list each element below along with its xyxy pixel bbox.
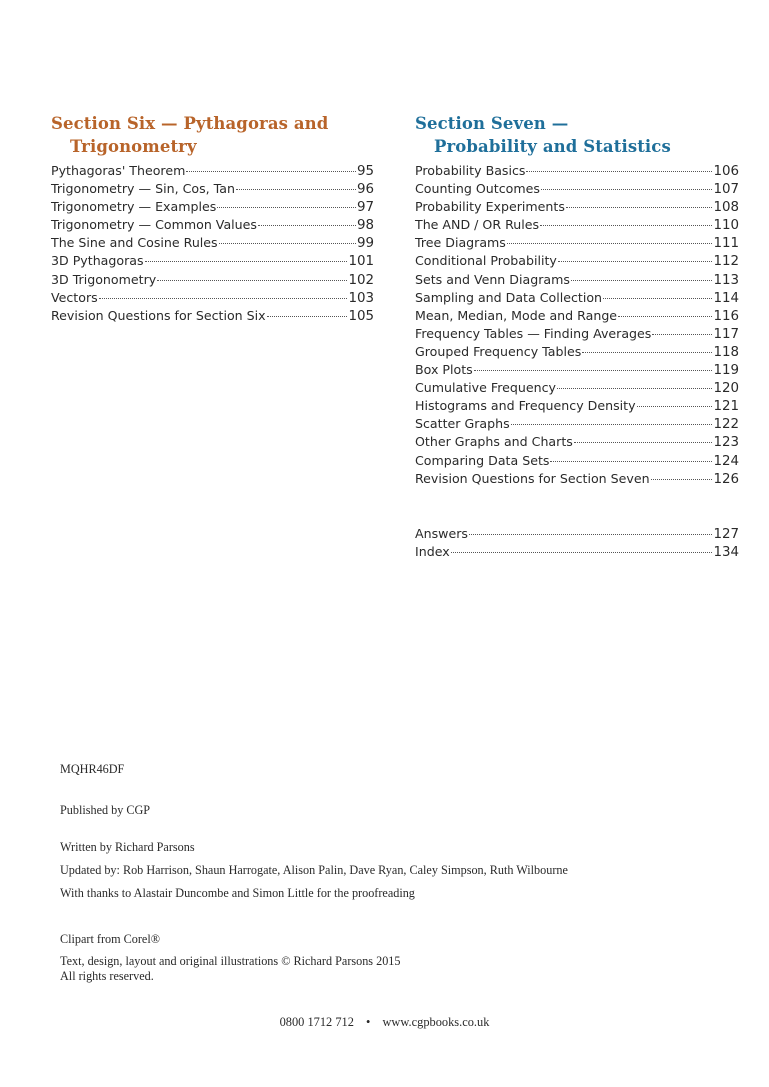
toc-entry-title: Pythagoras' Theorem <box>51 163 186 178</box>
copyright-line: Text, design, layout and original illustrations © Richard Parsons 2015 <box>60 954 401 968</box>
toc-page-number: 127 <box>713 526 739 542</box>
toc-page-number: 122 <box>713 417 739 433</box>
toc-entry[interactable] <box>415 397 739 415</box>
clipart-line: Clipart from Corel® <box>60 932 160 946</box>
toc-entry[interactable] <box>415 325 739 343</box>
toc-dot-leader <box>566 207 713 208</box>
toc-entry[interactable] <box>51 198 374 216</box>
toc-entry-title: Index <box>415 543 450 559</box>
section-seven-heading-line1: Section Seven — <box>415 114 569 133</box>
toc-entry[interactable] <box>415 252 739 270</box>
toc-entry[interactable] <box>415 307 739 325</box>
toc-page-number: 121 <box>713 399 739 415</box>
toc-entry[interactable] <box>415 470 739 488</box>
toc-page-number: 113 <box>713 272 739 288</box>
toc-page-number: 134 <box>713 544 739 560</box>
toc-entry-title: Cumulative Frequency <box>415 380 556 396</box>
toc-dot-leader <box>651 479 713 480</box>
toc-dot-leader <box>541 189 713 190</box>
toc-entry-title: Trigonometry — Common Values <box>51 217 257 233</box>
rights-line: All rights reserved. <box>60 969 154 983</box>
toc-page-number: 107 <box>713 182 739 198</box>
updated-by-line: Updated by: Rob Harrison, Shaun Harrogate, Alison Palin, Dave Ryan, Caley Simpson, Ruth Wilbourne <box>60 863 568 877</box>
toc-entry[interactable] <box>415 543 739 561</box>
toc-dot-leader <box>507 243 713 244</box>
toc-entry[interactable] <box>51 289 374 307</box>
section-six-heading-line1: Section Six — Pythagoras and <box>51 114 329 133</box>
footer-separator: • <box>366 1015 371 1029</box>
toc-entry-title: Revision Questions for Section Seven <box>415 470 650 486</box>
toc-entry-title: Histograms and Frequency Density <box>415 398 636 414</box>
toc-entry[interactable] <box>415 180 739 198</box>
toc-entry[interactable] <box>51 271 374 289</box>
toc-page-number: 117 <box>713 326 739 342</box>
section-six-heading-line2: Trigonometry <box>70 137 197 156</box>
toc-dot-leader <box>145 261 348 262</box>
toc-entry-title: Revision Questions for Section Six <box>51 307 266 323</box>
section-seven-heading <box>415 112 739 158</box>
section-six-toc <box>51 162 374 325</box>
toc-dot-leader <box>469 534 712 535</box>
toc-dot-leader <box>474 370 713 371</box>
toc-dot-leader <box>540 225 712 226</box>
toc-dot-leader <box>574 442 713 443</box>
toc-page-number: 126 <box>713 471 739 487</box>
toc-dot-leader <box>217 207 356 208</box>
toc-page-number: 106 <box>713 164 739 179</box>
toc-entry-title: Trigonometry — Examples <box>51 199 217 215</box>
toc-entry[interactable] <box>415 216 739 234</box>
toc-dot-leader <box>526 171 712 172</box>
toc-entry[interactable] <box>415 415 739 433</box>
toc-dot-leader <box>236 189 356 190</box>
toc-entry-title: Conditional Probability <box>415 253 557 269</box>
toc-entry[interactable] <box>415 289 739 307</box>
answers-index-toc <box>415 525 739 561</box>
toc-dot-leader <box>219 243 356 244</box>
toc-entry[interactable] <box>51 216 374 234</box>
toc-page-number: 99 <box>356 236 374 252</box>
toc-entry[interactable] <box>415 379 739 397</box>
toc-entry-title: Counting Outcomes <box>415 181 540 197</box>
toc-page-number: 97 <box>356 200 374 216</box>
toc-page-number: 120 <box>713 381 739 397</box>
toc-entry-title: The Sine and Cosine Rules <box>51 235 218 251</box>
toc-page-number: 110 <box>713 218 739 234</box>
toc-page-number: 111 <box>713 236 739 252</box>
toc-entry[interactable] <box>51 252 374 270</box>
toc-entry[interactable] <box>415 271 739 289</box>
footer <box>0 1015 769 1030</box>
toc-entry[interactable] <box>51 307 374 325</box>
toc-entry[interactable] <box>415 162 739 180</box>
section-six-heading <box>51 112 374 158</box>
toc-entry[interactable] <box>51 180 374 198</box>
toc-dot-leader <box>511 424 713 425</box>
toc-entry-title: 3D Pythagoras <box>51 253 144 269</box>
toc-dot-leader <box>550 461 712 462</box>
toc-entry[interactable] <box>415 198 739 216</box>
toc-entry-title: Trigonometry — Sin, Cos, Tan <box>51 181 235 197</box>
toc-page-number: 96 <box>356 182 374 198</box>
toc-page-number: 118 <box>713 344 739 360</box>
toc-entry-title: Tree Diagrams <box>415 235 506 251</box>
toc-page-number: 103 <box>348 290 374 306</box>
toc-dot-leader <box>582 352 712 353</box>
toc-page-number: 105 <box>348 308 374 324</box>
toc-dot-leader <box>637 406 713 407</box>
section-seven-toc <box>415 162 739 488</box>
toc-entry-title: Grouped Frequency Tables <box>415 343 582 359</box>
toc-entry[interactable] <box>51 234 374 252</box>
toc-page-number: 123 <box>713 435 739 451</box>
product-code: MQHR46DF <box>60 762 125 776</box>
toc-dot-leader <box>99 298 348 299</box>
toc-page-number: 101 <box>348 254 374 270</box>
toc-entry-title: Sets and Venn Diagrams <box>415 271 570 287</box>
toc-page-number: 124 <box>713 453 739 469</box>
toc-dot-leader <box>451 552 713 553</box>
toc-dot-leader <box>652 334 712 335</box>
toc-entry-title: Comparing Data Sets <box>415 452 550 468</box>
toc-entry[interactable] <box>415 433 739 451</box>
toc-dot-leader <box>618 316 712 317</box>
toc-entry-title: Other Graphs and Charts <box>415 434 573 450</box>
toc-entry-title: Scatter Graphs <box>415 416 510 432</box>
toc-entry[interactable] <box>415 234 739 252</box>
toc-dot-leader <box>603 298 712 299</box>
toc-dot-leader <box>258 225 356 226</box>
toc-page-number: 98 <box>356 218 374 234</box>
toc-entry-title: Mean, Median, Mode and Range <box>415 307 618 323</box>
toc-entry[interactable] <box>415 452 739 470</box>
publisher-line: Published by CGP <box>60 803 151 817</box>
toc-entry-title: 3D Trigonometry <box>51 271 157 287</box>
toc-entry-title: Answers <box>415 525 468 541</box>
toc-page-number: 112 <box>713 254 739 270</box>
toc-entry-title: Frequency Tables — Finding Averages <box>415 325 652 341</box>
toc-page-number: 114 <box>713 290 739 306</box>
toc-entry[interactable] <box>415 361 739 379</box>
toc-dot-leader <box>558 261 713 262</box>
section-seven-column <box>415 112 739 561</box>
toc-dot-leader <box>557 388 712 389</box>
toc-dot-leader <box>157 280 347 281</box>
toc-entry[interactable] <box>415 343 739 361</box>
toc-page-number: 108 <box>713 200 739 216</box>
toc-entry-title: Probability Basics <box>415 163 526 178</box>
thanks-line: With thanks to Alastair Duncombe and Simon Little for the proofreading <box>60 886 415 900</box>
toc-entry[interactable] <box>415 525 739 543</box>
toc-entry[interactable] <box>51 162 374 180</box>
toc-page-number: 95 <box>356 164 374 179</box>
footer-phone: 0800 1712 712 <box>279 1015 354 1029</box>
toc-page-number: 116 <box>713 308 739 324</box>
toc-dot-leader <box>571 280 713 281</box>
section-six-column <box>51 112 374 325</box>
section-seven-heading-line2: Probability and Statistics <box>434 137 671 156</box>
toc-entry-title: Sampling and Data Collection <box>415 289 603 305</box>
toc-page-number: 102 <box>348 272 374 288</box>
toc-dot-leader <box>267 316 348 317</box>
toc-entry-title: Vectors <box>51 289 98 305</box>
toc-entry-title: Probability Experiments <box>415 199 565 215</box>
author-line: Written by Richard Parsons <box>60 840 195 854</box>
footer-website[interactable]: www.cgpbooks.co.uk <box>382 1015 490 1029</box>
toc-page-number: 119 <box>713 363 739 379</box>
toc-entry-title: The AND / OR Rules <box>415 217 540 233</box>
toc-entry-title: Box Plots <box>415 362 473 378</box>
toc-dot-leader <box>186 171 356 172</box>
